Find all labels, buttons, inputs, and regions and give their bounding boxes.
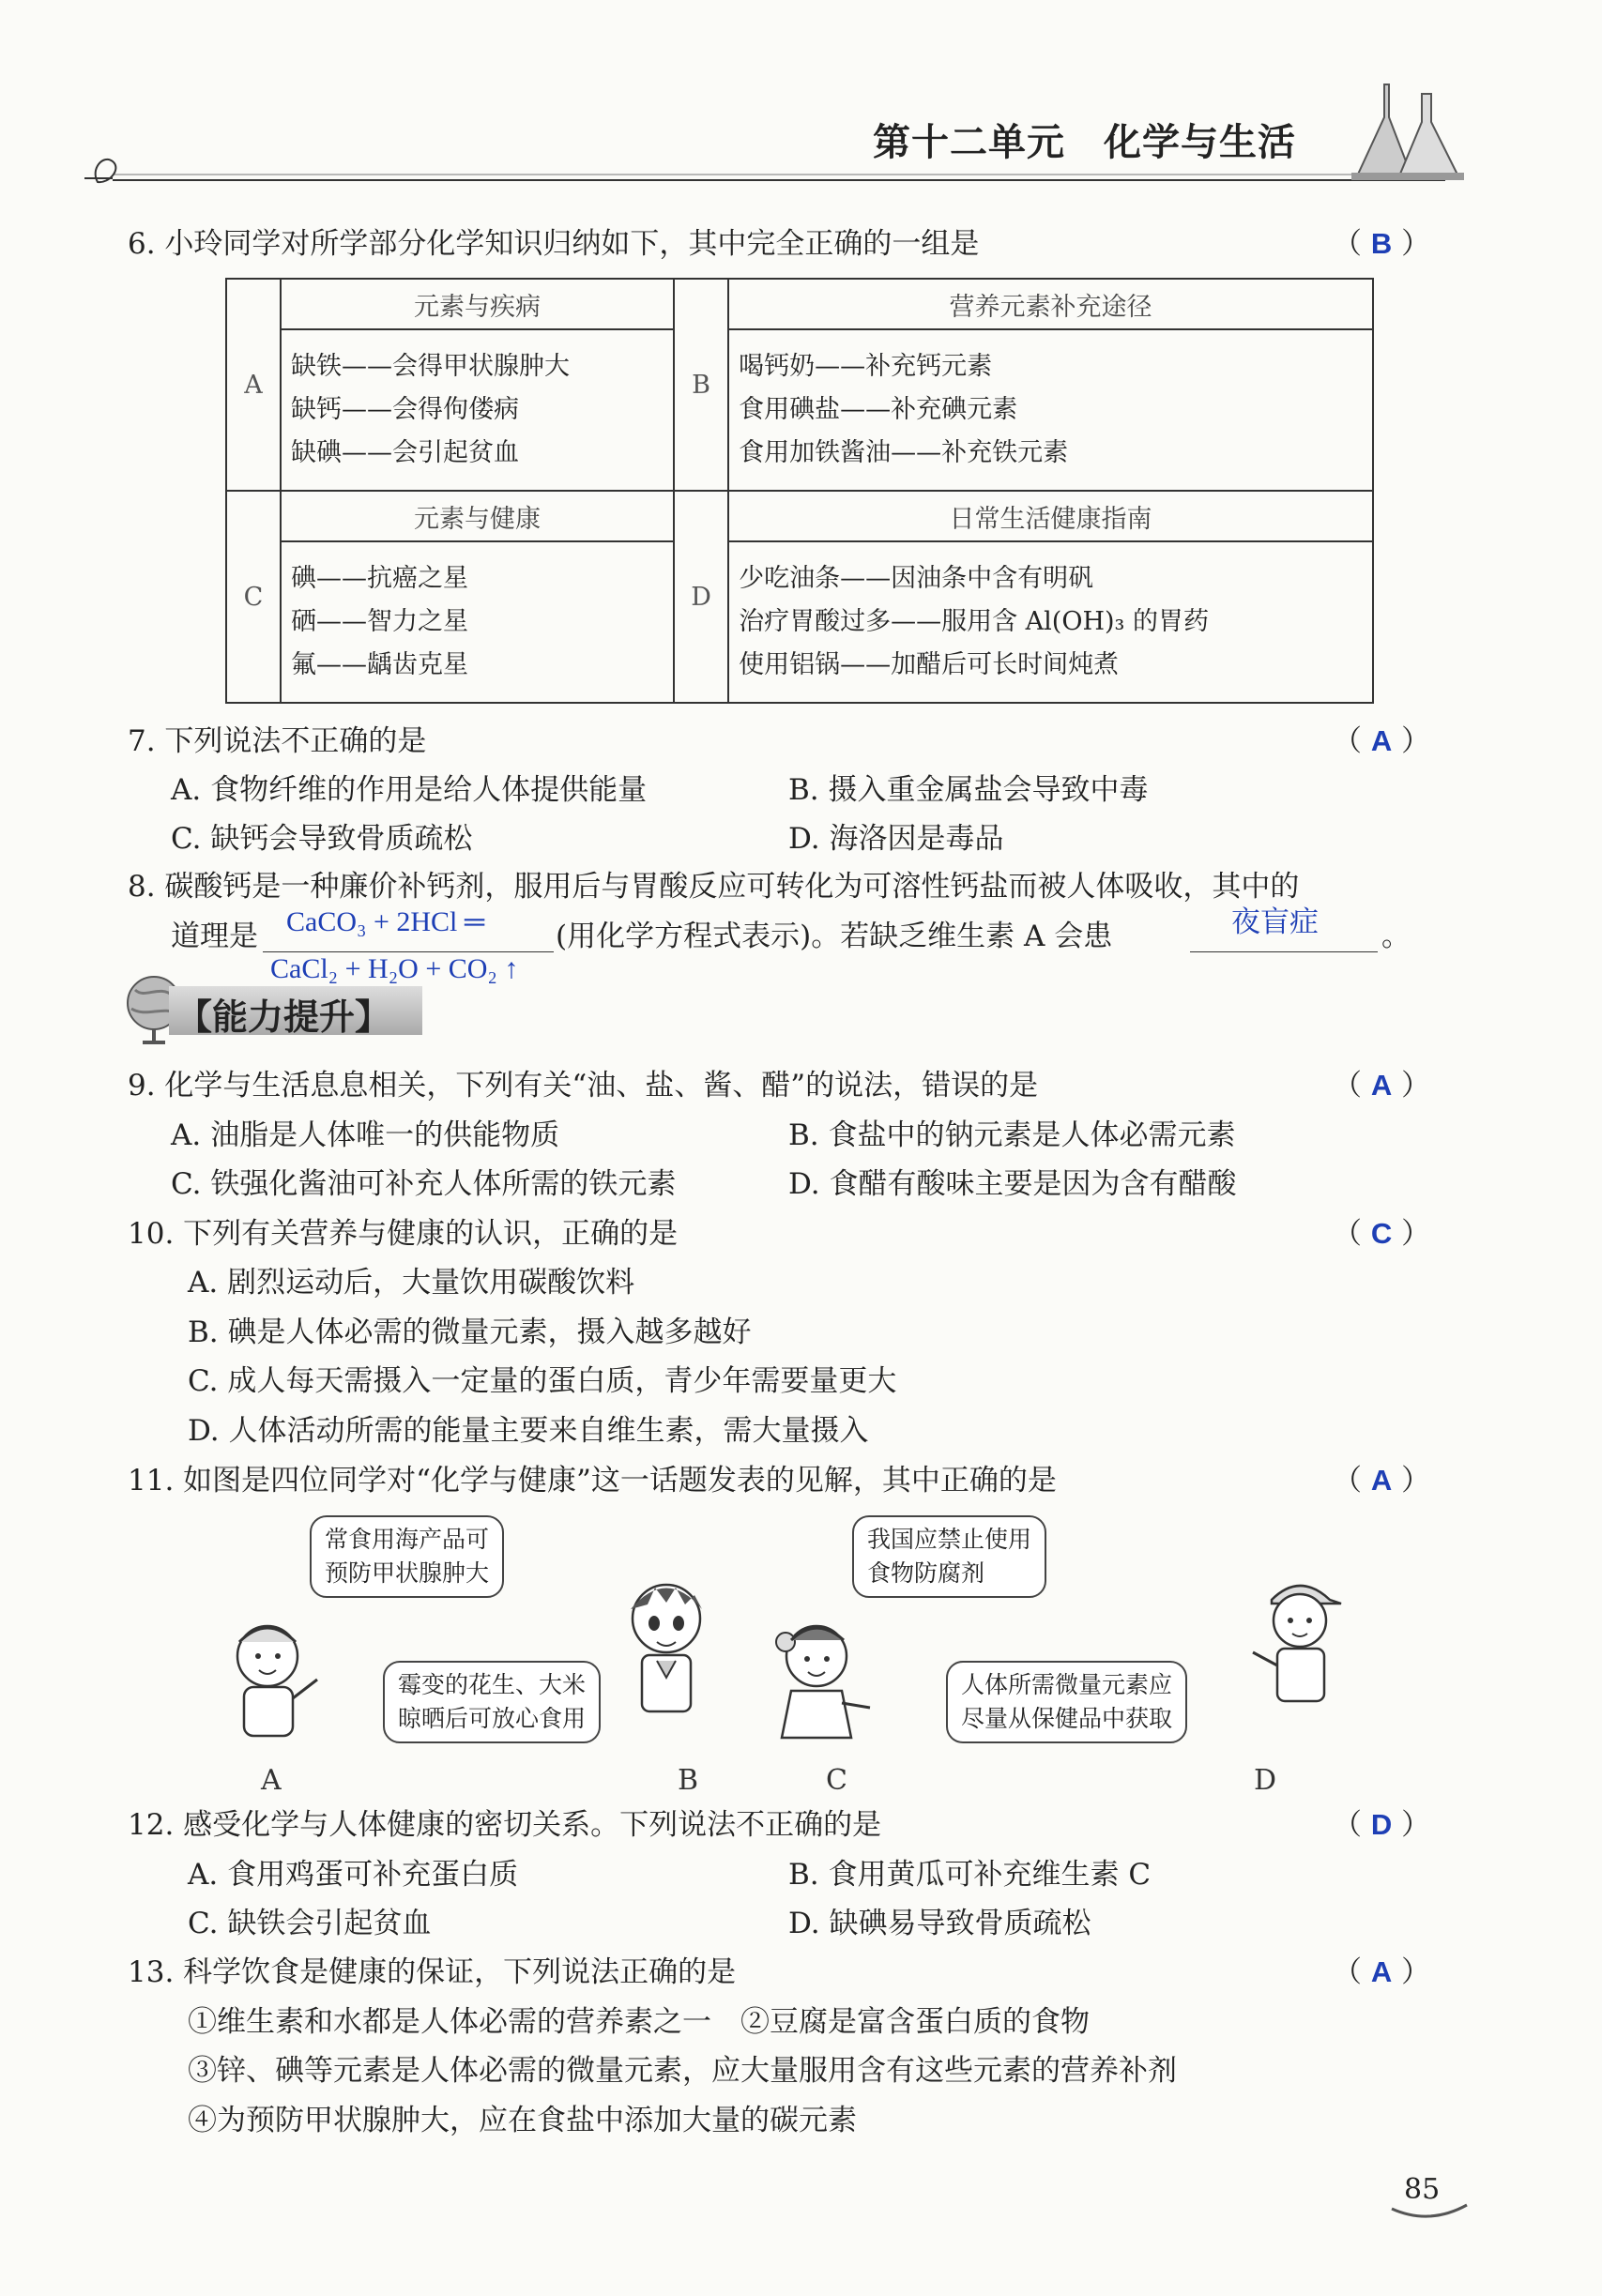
q6-label-d: D [674,491,728,703]
q9-option-b: B. 食盐中的钠元素是人体必需元素 [788,1118,1236,1152]
q6-title-a: 元素与疾病 [281,279,674,329]
q9-option-a: A. 油脂是人体唯一的供能物质 [171,1118,560,1152]
q6-a-line: 缺铁——会得甲状腺肿大 [291,352,570,381]
page-header [0,0,1602,197]
bubble-d [946,1661,1187,1743]
q10-answer-value: C [1370,1217,1393,1250]
q11-answer-value: A [1370,1464,1393,1497]
q10-stem: 10. 下列有关营养与健康的认识，正确的是 [128,1217,679,1251]
q10-answer: （ C ） [1333,1217,1431,1251]
bubble-d-line: 人体所需微量元素应 [961,1671,1173,1698]
q13-line: ③锌、碘等元素是人体必需的微量元素，应大量服用含有这些元素的营养补剂 [188,2054,1177,2088]
bubble-b-line: 霉变的花生、大米 [398,1671,587,1698]
q11-answer: （ A ） [1333,1464,1431,1498]
bubble-a-line: 常食用海产品可 [325,1526,490,1553]
q6-answer: （ B ） [1333,227,1431,261]
pic-label-c: C [826,1764,847,1797]
bubble-c-line: 我国应禁止使用 [867,1526,1032,1553]
page-number-badge [1387,2167,1472,2224]
pic-label-a: A [261,1764,282,1797]
student-d-icon [1243,1562,1356,1712]
q13-answer: （ A ） [1333,1955,1431,1989]
pic-label-b: B [678,1764,699,1797]
q6-label-b: B [674,279,728,491]
bubble-a [310,1515,504,1598]
q6-d-line: 使用铝锅——加醋后可长时间炖煮 [739,650,1120,679]
q6-b-line: 喝钙奶——补充钙元素 [739,352,993,381]
q9-answer-value: A [1370,1069,1393,1102]
q8-blank2: 夜盲症 [1231,905,1319,938]
q8-line1: 8. 碳酸钙是一种廉价补钙剂，服用后与胃酸反应可转化为可溶性钙盐而被人体吸收，其中的 [128,870,1300,904]
q12-stem: 12. 感受化学与人体健康的密切关系。下列说法不正确的是 [128,1808,882,1842]
q7-option-c: C. 缺钙会导致骨质疏松 [171,822,473,856]
q6-d-line: 少吃油条——因油条中含有明矾 [739,564,1094,593]
q6-b-line: 食用加铁酱油——补充铁元素 [739,438,1069,467]
unit-title: 第十二单元 化学与生活 [873,120,1296,164]
q7-option-a: A. 食物纤维的作用是给人体提供能量 [171,773,648,807]
q6-answer-value: B [1370,227,1393,260]
q7-answer: （ A ） [1333,724,1431,758]
q9-answer: （ A ） [1333,1069,1431,1102]
bubble-d-line: 尽量从保健品中获取 [961,1705,1173,1732]
bubble-c [852,1515,1046,1598]
q13-line: ①维生素和水都是人体必需的营养素之一 ②豆腐是富含蛋白质的食物 [188,2005,1090,2039]
q8-prefix: 道理是 [171,920,258,953]
q12-answer: （ D ） [1333,1808,1431,1842]
q6-table [225,278,1374,704]
q6-c-line: 碘——抗癌之星 [291,564,468,593]
q6-title-d: 日常生活健康指南 [728,491,1373,541]
q8-end: 。 [1381,920,1411,953]
q11-illustration [216,1515,1370,1797]
q6-c-line: 硒——智力之星 [291,607,468,636]
q6-rows-d [728,541,1373,703]
section-title: 【能力提升】 [176,996,391,1038]
bubble-b [383,1661,601,1743]
q8-blank2-underline [1190,951,1378,952]
q7-option-d: D. 海洛因是毒品 [788,822,1004,856]
q6-b-line: 食用碘盐——补充碘元素 [739,395,1018,424]
q9-option-d: D. 食醋有酸味主要是因为含有醋酸 [788,1167,1237,1201]
q11-stem: 11. 如图是四位同学对“化学与健康”这一话题发表的见解，其中正确的是 [128,1464,1057,1498]
q13-line: ④为预防甲状腺肿大，应在食盐中添加大量的碳元素 [188,2104,857,2137]
student-a-icon [216,1604,328,1745]
q7-answer-value: A [1370,724,1393,757]
q10-option-a: A. 剧烈运动后，大量饮用碳酸饮料 [188,1266,635,1300]
q12-option-d: D. 缺碘易导致骨质疏松 [788,1907,1091,1940]
q6-title-b: 营养元素补充途径 [728,279,1373,329]
q9-option-c: C. 铁强化酱油可补充人体所需的铁元素 [171,1167,677,1201]
q12-option-c: C. 缺铁会引起贫血 [188,1907,432,1940]
bubble-a-line: 预防甲状腺肿大 [325,1559,490,1587]
bubble-b-line: 晾晒后可放心食用 [398,1705,587,1732]
q6-rows-c [281,541,674,703]
section-header [122,971,422,1046]
q8-mid: (用化学方程式表示)。若缺乏维生素 A 会患 [556,920,1113,953]
q12-answer-value: D [1370,1808,1393,1841]
q6-stem: 6. 小玲同学对所学部分化学知识归纳如下，其中完全正确的一组是 [128,227,980,261]
flask-icon [1333,75,1473,188]
q6-a-line: 缺碘——会引起贫血 [291,438,519,467]
bubble-c-line: 食物防腐剂 [867,1559,985,1587]
q9-stem: 9. 化学与生活息息相关，下列有关“油、盐、酱、醋”的说法，错误的是 [128,1069,1039,1102]
q10-option-c: C. 成人每天需摄入一定量的蛋白质，青少年需要量更大 [188,1364,897,1398]
q6-label-c: C [226,491,281,703]
q7-option-b: B. 摄入重金属盐会导致中毒 [788,773,1149,807]
q8-blank1-line1: CaCO₃ + 2HCl ═ [286,906,485,937]
q6-title-c: 元素与健康 [281,491,674,541]
q12-option-a: A. 食用鸡蛋可补充蛋白质 [188,1858,519,1892]
student-c-icon [765,1604,877,1745]
q13-stem: 13. 科学饮食是健康的保证，下列说法正确的是 [128,1955,737,1989]
q8-blank1-line2: CaCl₂ + H₂O + CO₂ ↑ [270,953,519,984]
q6-a-line: 缺钙——会得佝偻病 [291,395,519,424]
pic-label-d: D [1254,1764,1277,1797]
q10-option-d: D. 人体活动所需的能量主要来自维生素，需大量摄入 [188,1414,869,1448]
q10-option-b: B. 碘是人体必需的微量元素，摄入越多越好 [188,1315,752,1349]
q6-rows-b [728,329,1373,491]
q6-label-a: A [226,279,281,491]
q6-rows-a [281,329,674,491]
q7-stem: 7. 下列说法不正确的是 [128,724,427,758]
q6-d-line: 治疗胃酸过多——服用含 Al(OH)₃ 的胃药 [739,607,1209,636]
student-b-icon [610,1567,723,1726]
q12-option-b: B. 食用黄瓜可补充维生素 C [788,1858,1152,1892]
q6-c-line: 氟——龋齿克星 [291,650,468,679]
q13-answer-value: A [1370,1955,1393,1988]
page-number: 85 [1404,2173,1441,2206]
